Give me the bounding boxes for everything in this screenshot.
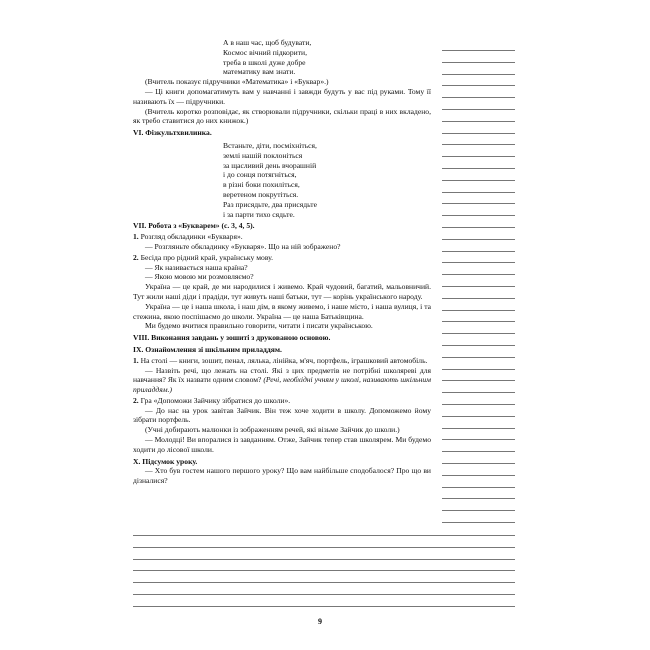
- writing-line: [133, 606, 515, 607]
- note-line: [442, 463, 515, 464]
- writing-line: [133, 594, 515, 595]
- page-number: 9: [318, 617, 322, 626]
- note-line: [442, 97, 515, 98]
- subsection-title: Гра «Допоможи Зайчику зібратися до школи».: [140, 395, 291, 405]
- note-line: [442, 156, 515, 157]
- note-line: [442, 215, 515, 216]
- section-heading-9: IX. Ознайомлення зі шкільним приладдям.: [133, 344, 282, 354]
- note-line: [442, 416, 515, 417]
- note-line: [442, 428, 515, 429]
- note-line: [442, 192, 515, 193]
- note-line: [442, 144, 515, 145]
- subsection-heading: [133, 253, 431, 263]
- poem-line: за щасливий день вчорашній: [223, 160, 317, 170]
- note-line: [442, 321, 515, 322]
- subsection-title: Розгляд обкладинки «Букваря».: [140, 232, 243, 242]
- paragraph: — Ці книги допомагатимуть вам у навчанні і завжди будуть у вас під руками. Тому її називають їх — підручники.: [133, 86, 431, 106]
- poem-line: в різні боки похиліться,: [223, 180, 300, 190]
- poem-line: і за парти тихо сядьте.: [223, 209, 295, 219]
- section-heading-10: X. Підсумок уроку.: [133, 456, 198, 466]
- note-line: [442, 475, 515, 476]
- note-line: [442, 50, 515, 51]
- subsection-heading: [133, 356, 431, 366]
- writing-line: [133, 559, 515, 560]
- poem-line: землі нашій поклоніться: [223, 150, 303, 160]
- item-number: 2.: [133, 395, 139, 405]
- writing-line: [133, 582, 515, 583]
- note-line: [442, 286, 515, 287]
- note-line: [442, 310, 515, 311]
- lesson-text: [133, 38, 431, 486]
- paragraph: Ми будемо вчитися правильно говорити, читати і писати українською.: [145, 321, 373, 331]
- poem-line: і до сонця потягніться,: [223, 170, 297, 180]
- note-line: [442, 227, 515, 228]
- poem-line: Космос вічний підкорити,: [223, 47, 307, 57]
- note-line: [442, 62, 515, 63]
- note-line: [442, 404, 515, 405]
- subsection-title: Бесіда про рідний край, українську мову.: [140, 252, 274, 262]
- note-line: [442, 487, 515, 488]
- poem-line: веретеном покрутіться.: [223, 189, 299, 199]
- poem-exercise: [223, 141, 431, 219]
- paragraph: — Якою мовою ми розмовляємо?: [145, 272, 254, 282]
- note-line: [442, 262, 515, 263]
- note-line: [442, 203, 515, 204]
- note-line: [442, 121, 515, 122]
- paragraph: — Як називається наша країна?: [145, 262, 248, 272]
- note-line: [442, 439, 515, 440]
- note-line: [442, 522, 515, 523]
- note-line: [442, 180, 515, 181]
- item-number: 2.: [133, 252, 139, 262]
- poem-line: математику вам знати.: [223, 67, 296, 77]
- note-line: [442, 274, 515, 275]
- section-heading-8: VIII. Виконання завдань у зошиті з друкованою основою.: [133, 333, 331, 343]
- poem-line: Встаньте, діти, посміхніться,: [223, 140, 317, 150]
- note-line: [442, 510, 515, 511]
- writing-line: [133, 535, 515, 536]
- note-line: [442, 74, 515, 75]
- note-line: [442, 168, 515, 169]
- italic-note: (Речі, необхідні учням у школі, називають шкільним приладдям.): [133, 375, 431, 395]
- section-heading-6: VI. Фізкультхвилинка.: [133, 128, 212, 138]
- note-line: [442, 380, 515, 381]
- subsection-heading: [133, 232, 431, 242]
- writing-line: [133, 547, 515, 548]
- item-number: 1.: [133, 232, 139, 242]
- note-line: [442, 369, 515, 370]
- paragraph: — Хто був гостем нашого першого уроку? Що вам найбільше сподобалося? Про що ви дізналися?: [133, 466, 431, 486]
- note-line: [442, 345, 515, 346]
- note-line: [442, 298, 515, 299]
- note-line: [442, 357, 515, 358]
- question-text: — Назвіть речі, що лежать на столі. Які з цих предметів не потрібні школяреві для навчання? Як їх назвати одним словом?: [133, 365, 431, 385]
- note-line: [442, 451, 515, 452]
- note-line: [442, 133, 515, 134]
- note-line: [442, 251, 515, 252]
- paragraph: (Вчитель коротко розповідає, як створювали підручники, скільки праці в них вкладено, як требо ставитися до них книжок.): [133, 106, 431, 126]
- paragraph: (Учні добирають малюнки із зображенням речей, які візьме Зайчик до школи.): [145, 425, 400, 435]
- subsection-heading: [133, 396, 431, 406]
- writing-line: [133, 570, 515, 571]
- paragraph: [133, 366, 431, 395]
- note-line: [442, 333, 515, 334]
- paragraph: — До нас на урок завітав Зайчик. Він теж хоче ходити в школу. Допоможемо йому зібрати портфель.: [133, 405, 431, 425]
- poem-line: треба в школі дуже добре: [223, 57, 306, 67]
- paragraph: — Розгляньте обкладинку «Букваря». Що на ній зображено?: [145, 241, 341, 251]
- poem-line: А в наш час, щоб будувати,: [223, 38, 312, 47]
- note-line: [442, 498, 515, 499]
- section-heading-7: VII. Робота з «Букварем» (с. 3, 4, 5).: [133, 221, 255, 231]
- poem-math: [223, 38, 431, 77]
- item-number: 1.: [133, 355, 139, 365]
- note-line: [442, 109, 515, 110]
- poem-line: Раз присядьте, два присядьте: [223, 199, 317, 209]
- subsection-text: На столі — книги, зошит, пенал, лялька, лінійка, м'яч, портфель, іграшковий автомобіль.: [140, 355, 428, 365]
- paragraph: Україна — це і наша школа, і наш дім, в якому живемо, і наше місто, і наша вулиця, і та стежина, якою поспішаємо до школи. Україна — це наша Батьківщина.: [133, 301, 431, 321]
- note-line: [442, 239, 515, 240]
- note-line: [442, 392, 515, 393]
- paragraph: Україна — це край, де ми народилися і живемо. Край чудовий, багатий, мальовничий. Тут жили наші діди і прадіди, тут живуть наші батьки, тут — корінь українського народу.: [133, 282, 431, 301]
- paragraph: (Вчитель показує підручники «Математика» і «Буквар».): [145, 77, 329, 87]
- paragraph: — Молодці! Ви впоралися із завданням. Отже, Зайчик тепер став школярем. Ми будемо ходити до лісової школи.: [133, 435, 431, 454]
- note-line: [442, 85, 515, 86]
